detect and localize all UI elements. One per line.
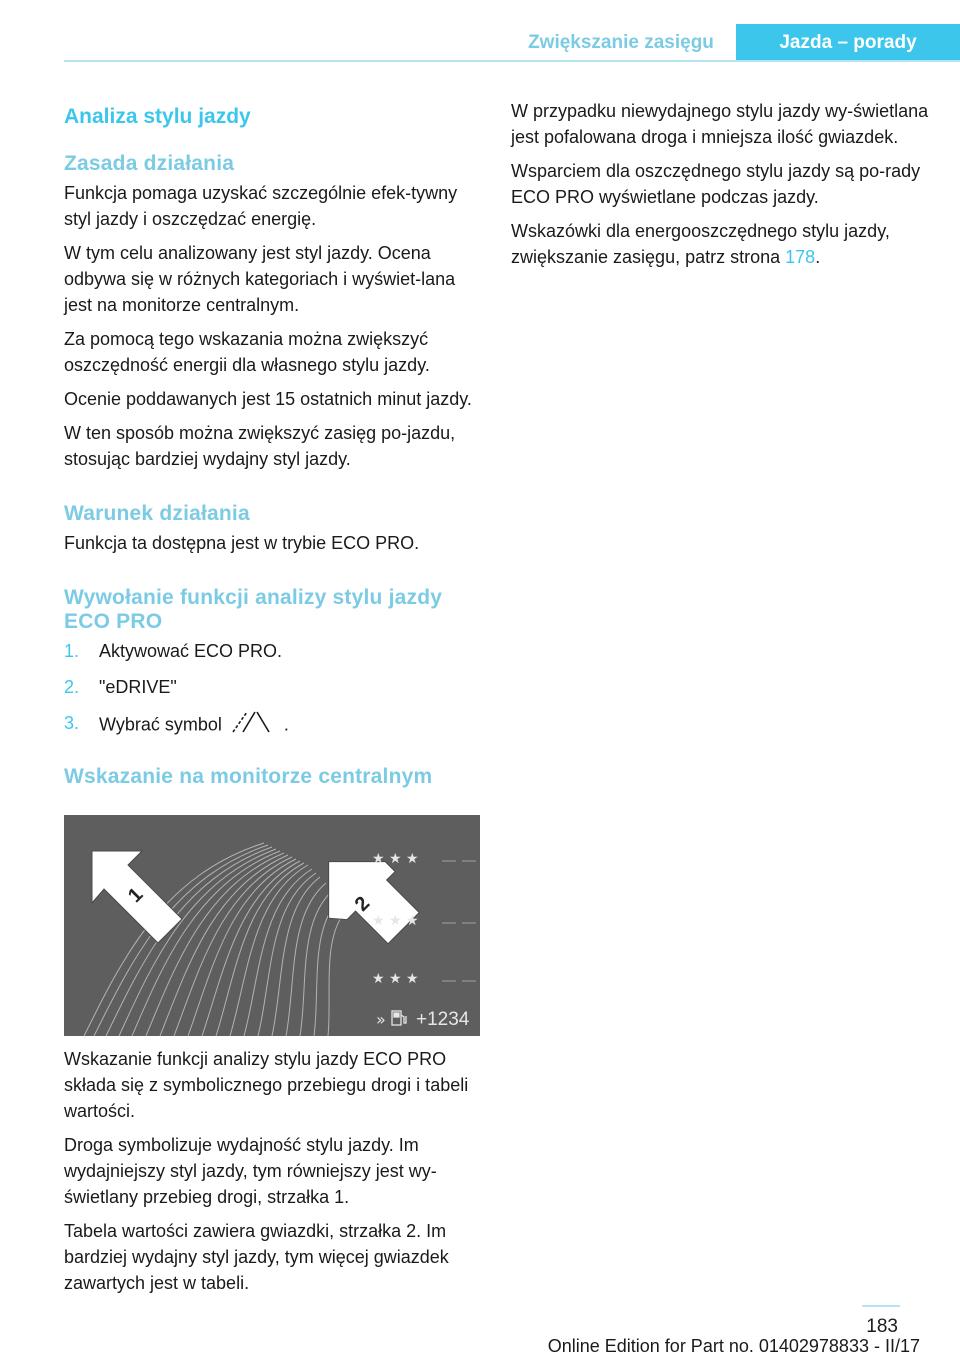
paragraph (511, 218, 931, 270)
heading-condition: Warunek działania (64, 502, 250, 525)
paragraph: Funkcja pomaga uzyskać szczególnie efek-tywny styl jazdy i oszczędzać energię. (64, 183, 458, 229)
header-divider (64, 60, 960, 62)
list-item (64, 674, 482, 700)
list-item (64, 638, 482, 664)
paragraph: W przypadku niewydajnego stylu jazdy wy-świetlana jest pofalowana droga i mniejsza ilość gwiazdek. (511, 101, 929, 147)
fuel-pump-icon (392, 1011, 406, 1025)
list-item (64, 710, 482, 741)
stars-row-2 (372, 913, 419, 929)
paragraph: Wskazanie funkcji analizy stylu jazdy ECO PRO składa się z symbolicznego przebiegu drogi i tabeli wartości. (64, 1049, 469, 1121)
steps-list (64, 638, 482, 741)
star-rating-1: ★ ★ ★ (372, 851, 419, 867)
step-number: 2. (64, 677, 80, 697)
page-title: Analiza stylu jazdy (64, 105, 251, 128)
arrow-1 (92, 851, 182, 943)
tab-chapter[interactable]: Jazda – porady (736, 24, 960, 62)
page-number: 183 (866, 1316, 898, 1337)
stars-row-3 (372, 971, 419, 987)
edition-footer: Online Edition for Part no. 01402978833 - II/17 (547, 1336, 920, 1356)
eco-pro-display-image (64, 815, 480, 1036)
tab-section[interactable]: Zwiększanie zasięgu (528, 32, 714, 53)
heading-principle: Zasada działania (64, 152, 235, 175)
arrow-2-label: 2 (350, 892, 375, 916)
paragraph: W ten sposób można zwiększyć zasięg po-jazdu, stosując bardziej wydajny styl jazdy. (64, 423, 456, 469)
paragraph: Ocenie poddawanych jest 15 ostatnich minut jazdy. (64, 389, 472, 409)
chevrons-icon: » (376, 1010, 386, 1029)
right-column (511, 98, 931, 278)
heading-display: Wskazanie na monitorze centralnym (64, 765, 433, 788)
stars-row-1 (372, 851, 419, 867)
footer-divider (862, 1305, 900, 1307)
paragraph-text: Wskazówki dla energooszczędnego stylu jazdy, zwiększanie zasięgu, patrz strona (511, 221, 890, 267)
paragraph: Tabela wartości zawiera gwiazdki, strzałka 2. Im bardziej wydajny styl jazdy, tym więcej gwiazdek zawartych jest w tabeli. (64, 1221, 449, 1293)
star-rating-3: ★ ★ ★ (372, 971, 419, 987)
paragraph: Droga symbolizuje wydajność stylu jazdy. Im wydajniejszy styl jazdy, tym równiejszy jest wy-świetlany przebieg drogi, strzałka 1. (64, 1135, 437, 1207)
paragraph: W tym celu analizowany jest styl jazdy. Ocena odbywa się w różnych kategoriach i wyświet-lana jest na monitorze centralnym. (64, 243, 456, 315)
step-suffix: . (283, 714, 289, 735)
page-link[interactable]: 178 (785, 247, 816, 267)
road-symbol-icon (231, 710, 271, 741)
step-number: 1. (64, 641, 80, 661)
step-text: Aktywować ECO PRO. (99, 641, 283, 661)
arrow-1-label: 1 (123, 883, 148, 908)
step-number: 3. (64, 713, 80, 733)
paragraph: Wsparciem dla oszczędnego stylu jazdy są po-rady ECO PRO wyświetlane podczas jazdy. (511, 161, 921, 207)
step-text: "eDRIVE" (99, 677, 177, 697)
step-text: Wybrać symbol (99, 714, 222, 735)
paragraph-end: . (815, 247, 821, 267)
paragraph: Za pomocą tego wskazania można zwiększyć oszczędność energii dla własnego stylu jazdy. (64, 329, 430, 375)
heading-call-function: Wywołanie funkcji analizy stylu jazdy ECO PRO (64, 586, 443, 633)
left-column (64, 100, 482, 1304)
paragraph: Funkcja ta dostępna jest w trybie ECO PRO. (64, 533, 420, 553)
range-gain-value: +1234 (416, 1009, 470, 1030)
star-rating-2: ★ ★ ★ (372, 913, 419, 929)
